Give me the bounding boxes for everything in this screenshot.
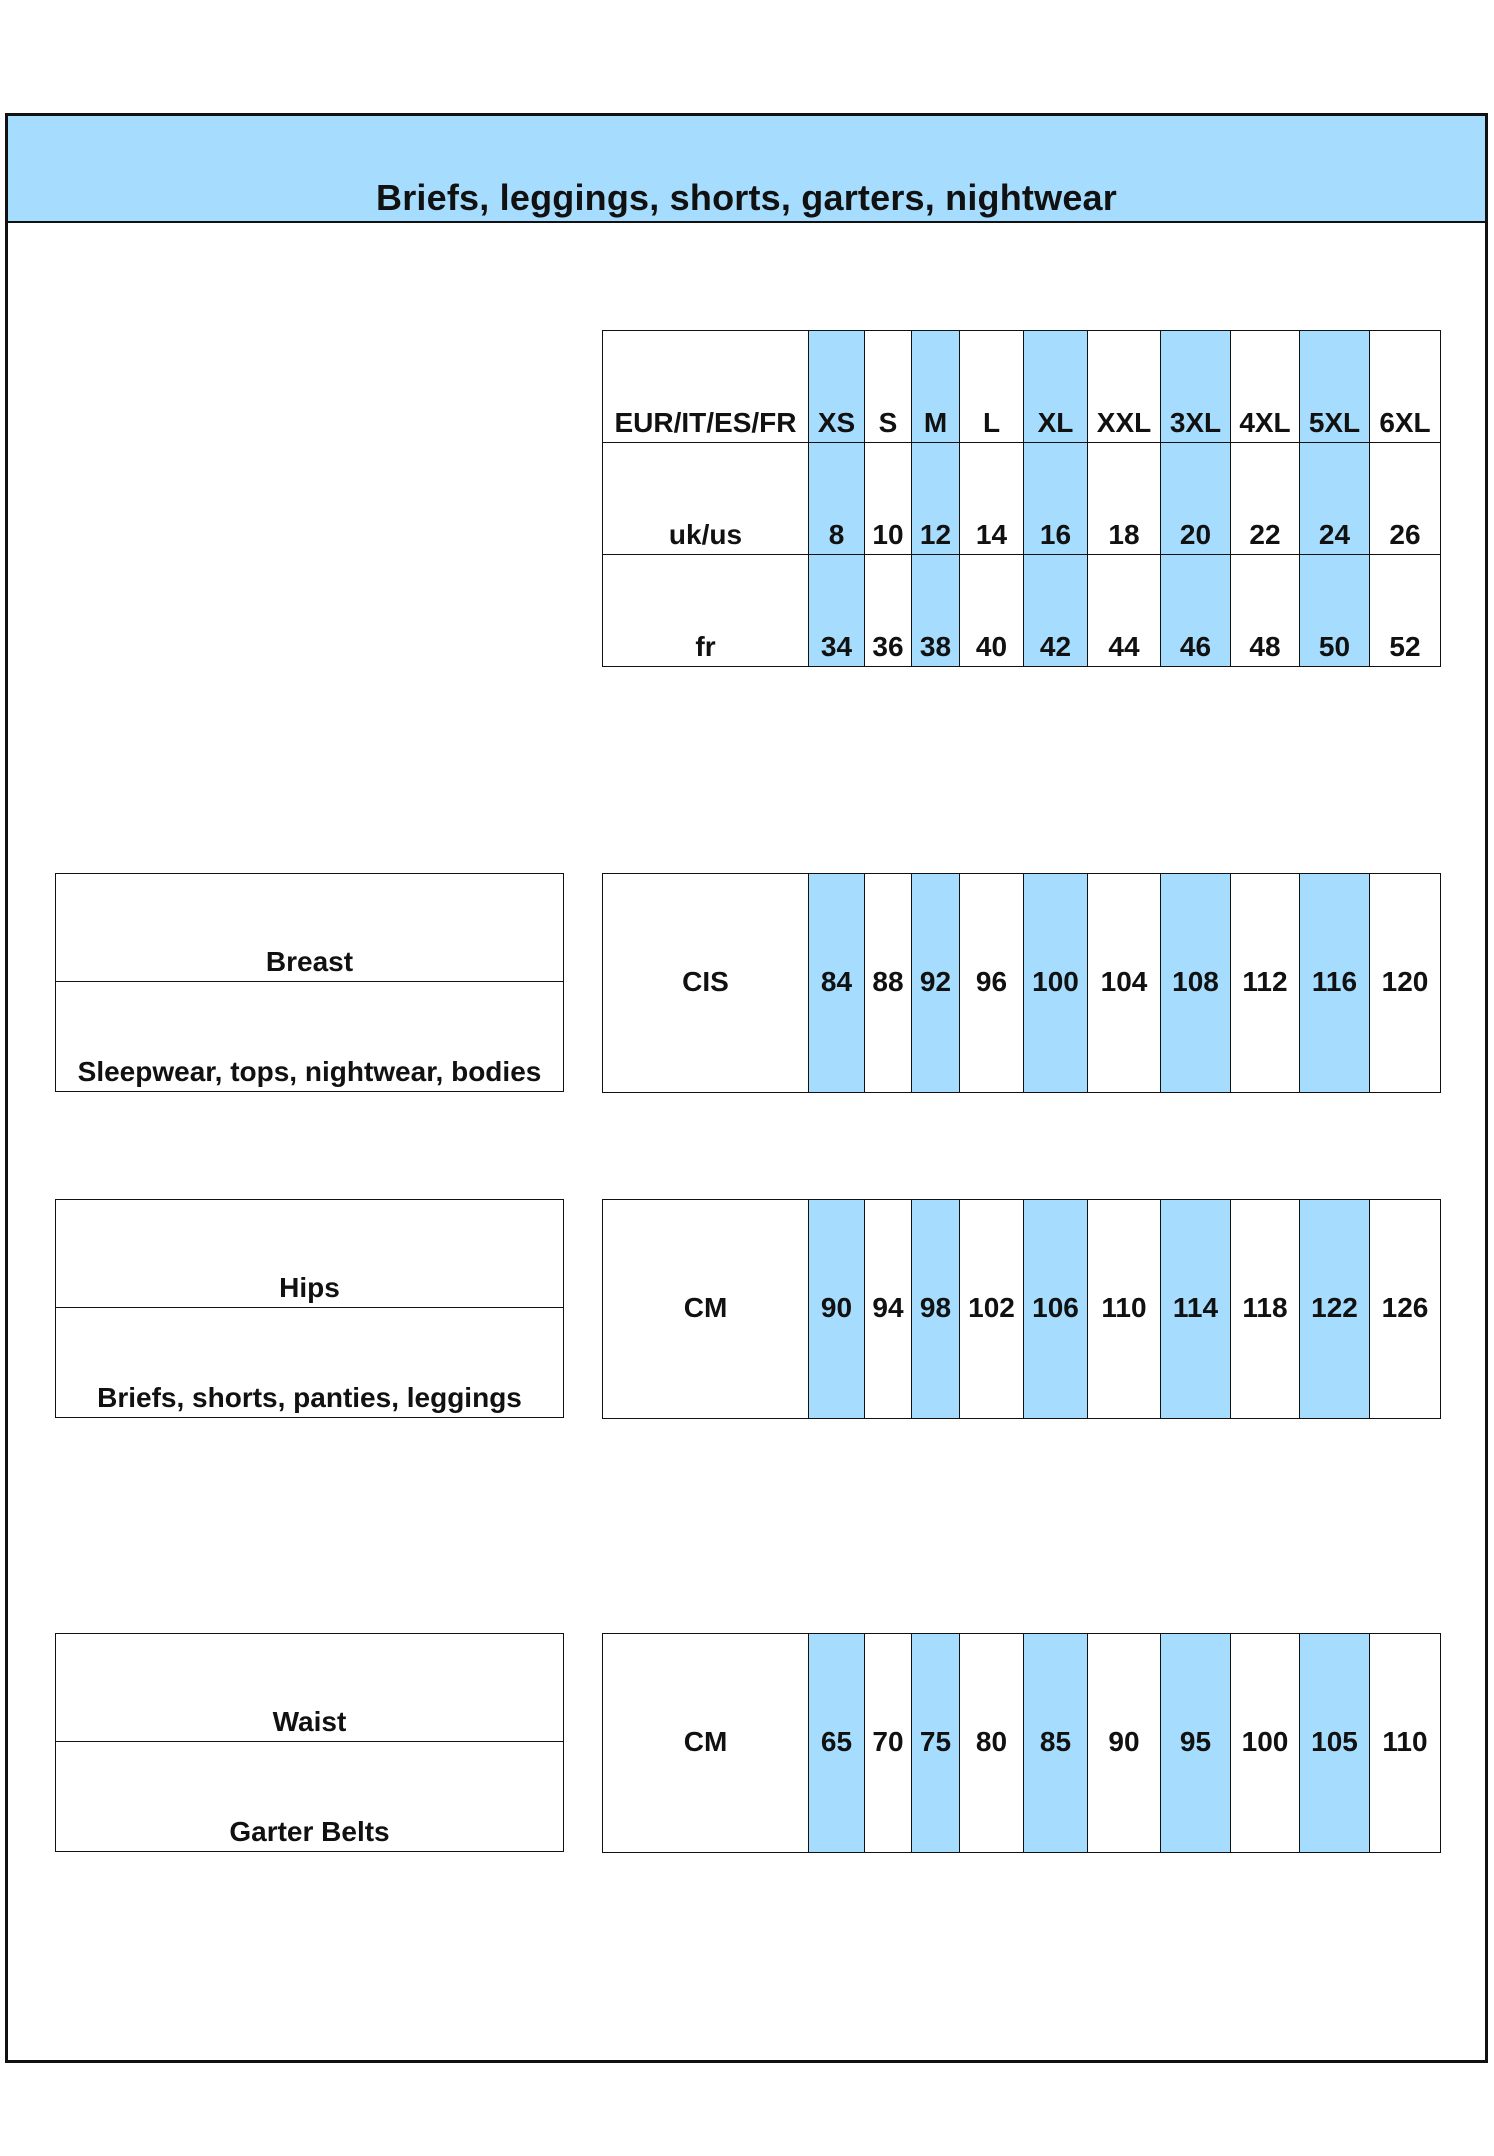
value-cell: 114 bbox=[1161, 1200, 1231, 1419]
measurement-category-text: Garter Belts bbox=[229, 1816, 390, 1847]
size-cell: 22 bbox=[1231, 443, 1300, 555]
unit-cell: CM bbox=[603, 1634, 809, 1853]
size-cell: 40 bbox=[960, 555, 1024, 667]
size-cell: 26 bbox=[1370, 443, 1441, 555]
value-cell: 112 bbox=[1231, 874, 1300, 1093]
size-cell: 38 bbox=[912, 555, 960, 667]
value-cell: 94 bbox=[865, 1200, 912, 1419]
value-cell: 65 bbox=[809, 1634, 865, 1853]
value-cell: 92 bbox=[912, 874, 960, 1093]
measurement-name-text: Waist bbox=[272, 1706, 347, 1737]
size-cell: 52 bbox=[1370, 555, 1441, 667]
breast-label-box bbox=[55, 873, 564, 1092]
size-cell: 16 bbox=[1024, 443, 1088, 555]
size-cell: 50 bbox=[1300, 555, 1370, 667]
value-cell: 70 bbox=[865, 1634, 912, 1853]
value-cell: 116 bbox=[1300, 874, 1370, 1093]
size-cell: 44 bbox=[1088, 555, 1161, 667]
value-cell: 108 bbox=[1161, 874, 1231, 1093]
value-cell: 90 bbox=[809, 1200, 865, 1419]
size-cell: 20 bbox=[1161, 443, 1231, 555]
measurement-category-text: Sleepwear, tops, nightwear, bodies bbox=[77, 1056, 542, 1087]
value-cell: 85 bbox=[1024, 1634, 1088, 1853]
measurement-name bbox=[56, 874, 563, 982]
measurement-category bbox=[56, 1742, 563, 1851]
value-cell: 126 bbox=[1370, 1200, 1441, 1419]
measurement-category-text: Briefs, shorts, panties, leggings bbox=[97, 1382, 522, 1413]
size-cell: S bbox=[865, 331, 912, 443]
unit-cell: CIS bbox=[603, 874, 809, 1093]
value-cell: 106 bbox=[1024, 1200, 1088, 1419]
size-cell: 3XL bbox=[1161, 331, 1231, 443]
value-cell: 110 bbox=[1370, 1634, 1441, 1853]
value-cell: 104 bbox=[1088, 874, 1161, 1093]
value-cell: 98 bbox=[912, 1200, 960, 1419]
size-cell: 24 bbox=[1300, 443, 1370, 555]
value-cell: 80 bbox=[960, 1634, 1024, 1853]
size-cell: 5XL bbox=[1300, 331, 1370, 443]
size-cell: 46 bbox=[1161, 555, 1231, 667]
size-cell: 36 bbox=[865, 555, 912, 667]
size-cell: 4XL bbox=[1231, 331, 1300, 443]
size-cell: XXL bbox=[1088, 331, 1161, 443]
size-cell: 6XL bbox=[1370, 331, 1441, 443]
waist-row bbox=[603, 1634, 1441, 1853]
value-cell: 110 bbox=[1088, 1200, 1161, 1419]
value-cell: 122 bbox=[1300, 1200, 1370, 1419]
value-cell: 100 bbox=[1231, 1634, 1300, 1853]
value-cell: 96 bbox=[960, 874, 1024, 1093]
title-banner bbox=[8, 116, 1485, 223]
size-cell: XS bbox=[809, 331, 865, 443]
size-cell: M bbox=[912, 331, 960, 443]
size-cell: 10 bbox=[865, 443, 912, 555]
measurement-category bbox=[56, 1308, 563, 1417]
value-cell: 95 bbox=[1161, 1634, 1231, 1853]
size-cell: 14 bbox=[960, 443, 1024, 555]
size-row-ukus bbox=[603, 443, 1441, 555]
size-row-fr bbox=[603, 555, 1441, 667]
value-cell: 88 bbox=[865, 874, 912, 1093]
breast-table bbox=[602, 873, 1441, 1093]
value-cell: 84 bbox=[809, 874, 865, 1093]
hips-row bbox=[603, 1200, 1441, 1419]
value-cell: 120 bbox=[1370, 874, 1441, 1093]
waist-table bbox=[602, 1633, 1441, 1853]
hips-label-box bbox=[55, 1199, 564, 1418]
value-cell: 102 bbox=[960, 1200, 1024, 1419]
size-cell: L bbox=[960, 331, 1024, 443]
unit-cell: CM bbox=[603, 1200, 809, 1419]
size-cell: 12 bbox=[912, 443, 960, 555]
size-cell: 34 bbox=[809, 555, 865, 667]
measurement-name-text: Breast bbox=[265, 946, 354, 977]
breast-row bbox=[603, 874, 1441, 1093]
measurement-name bbox=[56, 1634, 563, 1742]
size-row-eur bbox=[603, 331, 1441, 443]
row-label: EUR/IT/ES/FR bbox=[603, 331, 809, 443]
row-label: fr bbox=[603, 555, 809, 667]
size-cell: 18 bbox=[1088, 443, 1161, 555]
row-label: uk/us bbox=[603, 443, 809, 555]
size-cell: XL bbox=[1024, 331, 1088, 443]
value-cell: 100 bbox=[1024, 874, 1088, 1093]
value-cell: 118 bbox=[1231, 1200, 1300, 1419]
value-cell: 75 bbox=[912, 1634, 960, 1853]
size-conversion-table bbox=[602, 330, 1441, 667]
value-cell: 105 bbox=[1300, 1634, 1370, 1853]
measurement-category bbox=[56, 982, 563, 1091]
measurement-name-text: Hips bbox=[279, 1272, 340, 1303]
size-cell: 8 bbox=[809, 443, 865, 555]
page-title: Briefs, leggings, shorts, garters, nightwear bbox=[376, 177, 1117, 218]
waist-label-box bbox=[55, 1633, 564, 1852]
size-cell: 48 bbox=[1231, 555, 1300, 667]
size-cell: 42 bbox=[1024, 555, 1088, 667]
hips-table bbox=[602, 1199, 1441, 1419]
measurement-name bbox=[56, 1200, 563, 1308]
value-cell: 90 bbox=[1088, 1634, 1161, 1853]
